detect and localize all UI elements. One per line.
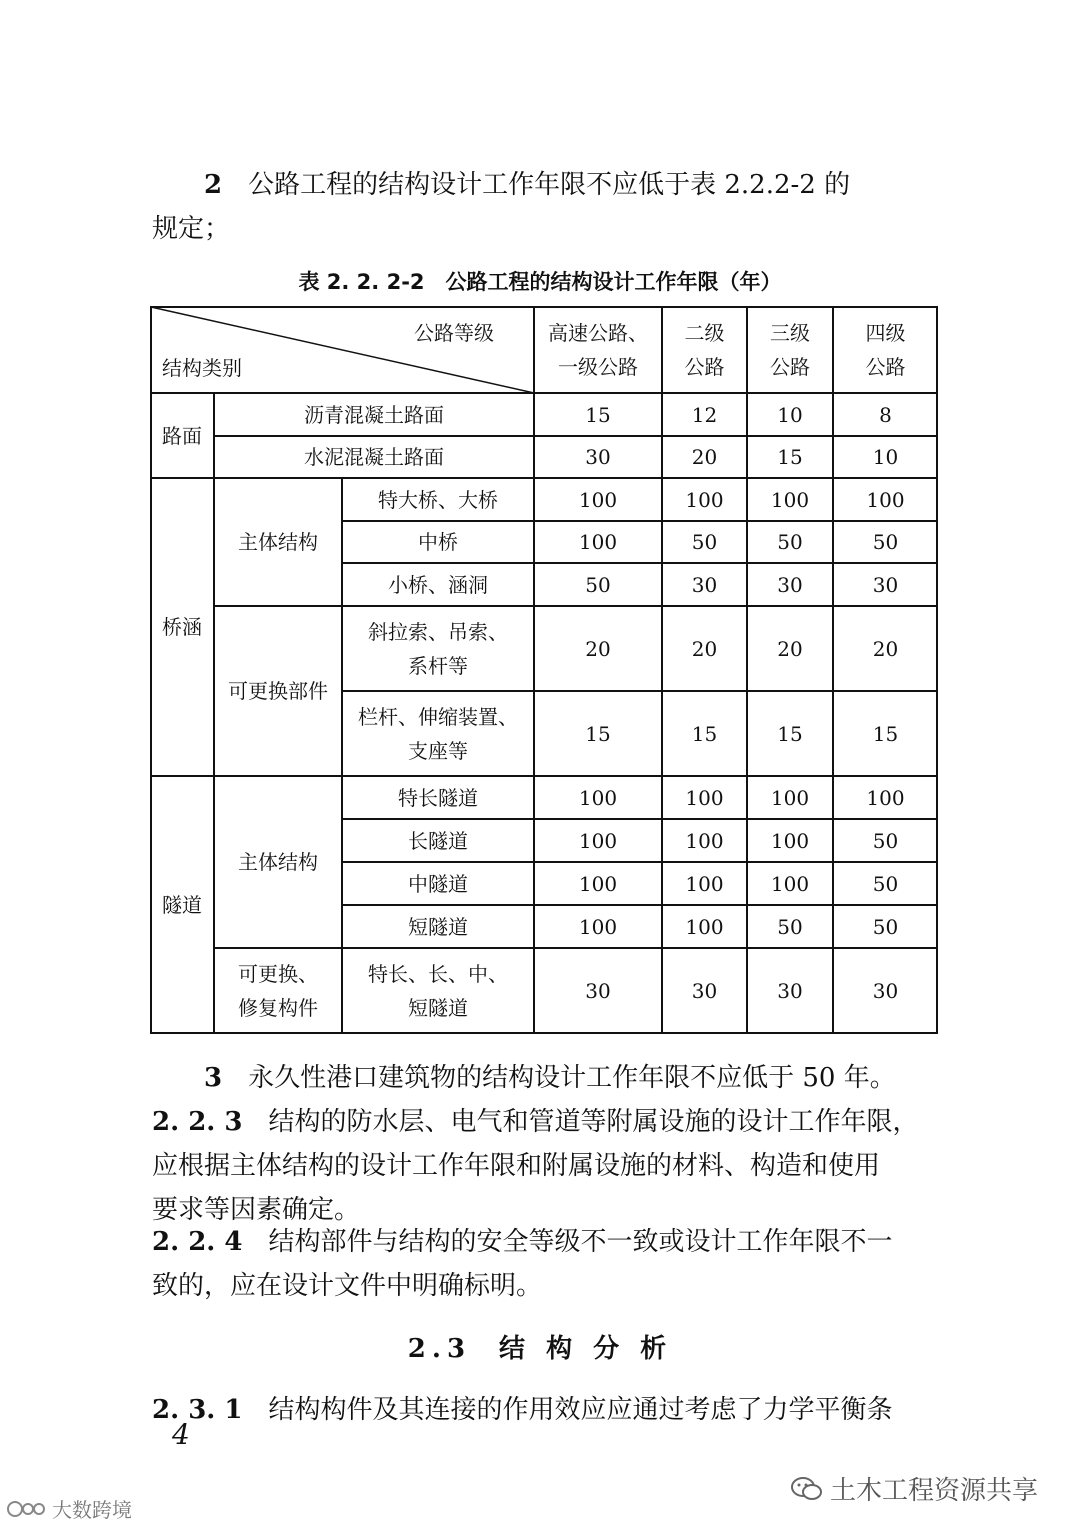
corner-category-label: 结构类别: [162, 356, 242, 380]
value-cell: 100: [578, 785, 618, 810]
value-cell: 100: [770, 871, 810, 896]
value-cell: 20: [585, 636, 611, 661]
value-cell: 30: [585, 979, 611, 1003]
row-label: 中桥: [418, 530, 458, 554]
value-cell: 10: [872, 445, 899, 469]
value-cell: 100: [578, 487, 618, 512]
section-number: 2.3: [407, 1334, 472, 1364]
clause-2-2-4: [152, 1220, 942, 1308]
header-expressway: 高速公路、 一级公路: [548, 320, 648, 379]
value-cell: 100: [685, 914, 724, 939]
clause-3-number: 3: [204, 1063, 223, 1093]
value-cell: 100: [770, 828, 810, 853]
value-cell: 50: [691, 530, 718, 554]
row-label: 中隧道: [408, 871, 468, 896]
clause-2-2-3-line-2: 应根据主体结构的设计工作年限和附属设施的材料、构造和使用: [152, 1151, 881, 1181]
header-grade-2: 二级 公路: [684, 320, 725, 379]
intro-paragraph: [152, 163, 942, 251]
value-cell: 20: [777, 636, 803, 661]
value-cell: 15: [585, 721, 611, 746]
row-label: 沥青混凝土路面: [304, 402, 444, 427]
value-cell: 15: [872, 721, 899, 746]
watermark-left: [6, 1494, 132, 1523]
value-cell: 30: [777, 979, 803, 1003]
clause-2-2-4-line-2: 致的，应在设计文件中明确标明。: [152, 1271, 543, 1301]
wechat-icon: [790, 1475, 824, 1503]
clause-2-2-4-line-1: 结构部件与结构的安全等级不一致或设计工作年限不一: [268, 1227, 893, 1257]
value-cell: 30: [691, 572, 718, 597]
value-cell: 20: [691, 636, 718, 661]
watermark-left-text: 大数跨境: [52, 1498, 132, 1522]
clause-2-2-3: [152, 1100, 942, 1232]
value-cell: 15: [777, 721, 803, 746]
value-cell: 100: [685, 487, 724, 512]
value-cell: 50: [777, 530, 803, 554]
row-label: 特长、长、中、 短隧道: [368, 962, 508, 1020]
value-cell: 15: [585, 402, 611, 427]
subgroup-tunnel-main: 主体结构: [238, 850, 318, 874]
intro-line-2: 规定；: [152, 214, 231, 244]
row-label: 特大桥、大桥: [378, 487, 498, 512]
row-label: 长隧道: [408, 828, 468, 853]
value-cell: 100: [578, 914, 618, 939]
value-cell: 50: [585, 572, 611, 597]
value-cell: 100: [578, 828, 618, 853]
subgroup-bridge-replaceable: 可更换部件: [228, 679, 328, 703]
row-label: 栏杆、伸缩装置、 支座等: [358, 704, 518, 763]
value-cell: 100: [578, 871, 618, 896]
clause-2-3-1-number: 2. 3. 1: [152, 1395, 243, 1425]
value-cell: 20: [872, 636, 899, 661]
row-label: 短隧道: [408, 914, 468, 939]
intro-number: 2: [204, 170, 223, 200]
value-cell: 20: [691, 445, 718, 469]
row-label: 特长隧道: [398, 785, 478, 810]
header-grade-3: 三级 公路: [770, 320, 810, 379]
header-grade-4: 四级 公路: [865, 320, 906, 379]
value-cell: 8: [879, 402, 892, 427]
value-cell: 10: [777, 402, 803, 427]
value-cell: 12: [691, 402, 718, 427]
watermark-right: [790, 1470, 1038, 1507]
clause-3: [152, 1056, 942, 1100]
group-pavement: 路面: [162, 423, 202, 448]
value-cell: 50: [872, 828, 899, 853]
value-cell: 50: [872, 530, 899, 554]
value-cell: 100: [866, 487, 905, 512]
section-heading: [0, 1328, 1080, 1365]
row-label: 水泥混凝土路面: [304, 445, 444, 469]
value-cell: 100: [685, 785, 724, 810]
clause-2-3-1-line-1: 结构构件及其连接的作用效应应通过考虑了力学平衡条: [268, 1395, 893, 1425]
value-cell: 15: [777, 445, 803, 469]
value-cell: 30: [872, 572, 899, 597]
section-title: 结 构 分 析: [499, 1334, 673, 1364]
value-cell: 100: [685, 828, 724, 853]
brand-logo-icon: [6, 1498, 48, 1520]
clause-3-text: 永久性港口建筑物的结构设计工作年限不应低于 50 年。: [248, 1063, 896, 1093]
table-caption: 表 2. 2. 2-2 公路工程的结构设计工作年限（年）: [298, 270, 782, 294]
value-cell: 30: [872, 979, 899, 1003]
value-cell: 50: [872, 914, 899, 939]
value-cell: 100: [685, 871, 724, 896]
clause-2-2-3-line-3: 要求等因素确定。: [152, 1195, 361, 1225]
clause-2-2-3-line-1: 结构的防水层、电气和管道等附属设施的设计工作年限，: [268, 1107, 919, 1137]
group-bridge: 桥涵: [162, 615, 202, 639]
value-cell: 50: [777, 914, 803, 939]
value-cell: 30: [691, 979, 718, 1003]
value-cell: 30: [585, 445, 611, 469]
value-cell: 100: [770, 487, 810, 512]
watermark-right-text: 土木工程资源共享: [830, 1476, 1039, 1506]
page-number: 4: [172, 1418, 190, 1451]
value-cell: 30: [777, 572, 803, 597]
value-cell: 100: [866, 785, 905, 810]
intro-line-1: 公路工程的结构设计工作年限不应低于表 2.2.2-2 的: [248, 170, 851, 200]
row-label: 斜拉索、吊索、 系杆等: [368, 619, 508, 678]
clause-2-2-3-number: 2. 2. 3: [152, 1107, 243, 1137]
corner-grade-label: 公路等级: [414, 321, 494, 345]
subgroup-bridge-main: 主体结构: [238, 530, 318, 554]
value-cell: 100: [770, 785, 810, 810]
subgroup-tunnel-replaceable: 可更换、 修复构件: [238, 962, 318, 1020]
group-tunnel: 隧道: [162, 893, 202, 917]
value-cell: 100: [578, 530, 618, 554]
service-life-table: [150, 306, 938, 1034]
clause-2-3-1: [152, 1388, 942, 1432]
row-label: 小桥、涵洞: [388, 572, 488, 597]
clause-2-2-4-number: 2. 2. 4: [152, 1227, 243, 1257]
value-cell: 15: [691, 721, 718, 746]
value-cell: 50: [872, 871, 899, 896]
